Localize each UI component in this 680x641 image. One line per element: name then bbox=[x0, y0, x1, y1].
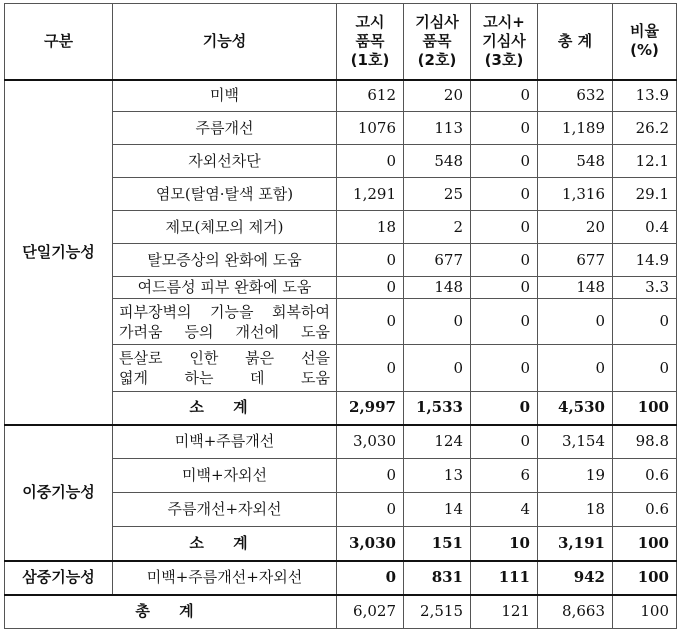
category-single: 단일기능성 bbox=[5, 80, 113, 425]
cell-total: 19 bbox=[538, 459, 613, 493]
function-name-line1: 튼살로 인한 붉은 선을 bbox=[119, 349, 330, 367]
cell-c1: 6,027 bbox=[337, 595, 404, 629]
header-col2-line1: 기심사 bbox=[415, 12, 459, 31]
cell-ratio: 29.1 bbox=[613, 178, 677, 211]
cell-c1: 0 bbox=[337, 561, 404, 595]
cell-c1: 0 bbox=[337, 299, 404, 345]
cell-ratio: 100 bbox=[613, 561, 677, 595]
cell-c1: 0 bbox=[337, 459, 404, 493]
cell-ratio: 3.3 bbox=[613, 277, 677, 299]
cell-c2: 124 bbox=[404, 425, 471, 459]
cell-c2: 2,515 bbox=[404, 595, 471, 629]
function-name-line1: 피부장벽의 기능을 회복하여 bbox=[119, 302, 330, 321]
cell-c2: 25 bbox=[404, 178, 471, 211]
cell-c2: 14 bbox=[404, 493, 471, 527]
subtotal-label: 소 계 bbox=[113, 527, 337, 561]
grand-total-label: 총 계 bbox=[5, 595, 337, 629]
cell-c1: 0 bbox=[337, 277, 404, 299]
cell-total: 148 bbox=[538, 277, 613, 299]
cell-ratio: 13.9 bbox=[613, 80, 677, 112]
cell-c3: 4 bbox=[471, 493, 538, 527]
cell-c3: 0 bbox=[471, 277, 538, 299]
cell-total: 20 bbox=[538, 211, 613, 244]
cell-total: 0 bbox=[538, 299, 613, 345]
cell-c2: 0 bbox=[404, 299, 471, 345]
cell-c3: 6 bbox=[471, 459, 538, 493]
function-name: 여드름성 피부 완화에 도움 bbox=[113, 277, 337, 299]
cell-c2: 113 bbox=[404, 112, 471, 145]
header-function: 기능성 bbox=[113, 4, 337, 80]
cell-c3: 0 bbox=[471, 299, 538, 345]
cell-ratio: 14.9 bbox=[613, 244, 677, 277]
cell-c1: 0 bbox=[337, 493, 404, 527]
cell-c3: 111 bbox=[471, 561, 538, 595]
cell-c3: 0 bbox=[471, 345, 538, 392]
cell-c1: 1076 bbox=[337, 112, 404, 145]
cell-total: 548 bbox=[538, 145, 613, 178]
cell-total: 4,530 bbox=[538, 392, 613, 425]
cell-c1: 612 bbox=[337, 80, 404, 112]
functional-cosmetics-table bbox=[4, 3, 677, 629]
header-col3-line3: (3호) bbox=[484, 50, 524, 69]
cell-c1: 3,030 bbox=[337, 425, 404, 459]
category-triple: 삼중기능성 bbox=[5, 561, 113, 595]
cell-ratio: 0.6 bbox=[613, 459, 677, 493]
cell-ratio: 100 bbox=[613, 392, 677, 425]
header-col1-line2: 품목 bbox=[355, 31, 385, 50]
header-reviewed-items bbox=[404, 4, 471, 80]
function-name: 염모(탈염·탈색 포함) bbox=[113, 178, 337, 211]
function-name: 미백 bbox=[113, 80, 337, 112]
cell-total: 18 bbox=[538, 493, 613, 527]
header-row bbox=[5, 4, 677, 80]
cell-c3: 10 bbox=[471, 527, 538, 561]
cell-total: 942 bbox=[538, 561, 613, 595]
category-dual: 이중기능성 bbox=[5, 425, 113, 561]
cell-c3: 0 bbox=[471, 392, 538, 425]
cell-c1: 0 bbox=[337, 145, 404, 178]
cell-c3: 0 bbox=[471, 145, 538, 178]
cell-ratio: 0.4 bbox=[613, 211, 677, 244]
cell-total: 3,191 bbox=[538, 527, 613, 561]
header-col3-line2: 기심사 bbox=[482, 31, 526, 50]
cell-total: 0 bbox=[538, 345, 613, 392]
cell-ratio: 26.2 bbox=[613, 112, 677, 145]
header-col3-line1: 고시+ bbox=[483, 12, 525, 31]
cell-c2: 677 bbox=[404, 244, 471, 277]
cell-ratio: 100 bbox=[613, 527, 677, 561]
header-col1-line1: 고시 bbox=[355, 12, 385, 31]
function-name: 탈모증상의 완화에 도움 bbox=[113, 244, 337, 277]
cell-total: 1,189 bbox=[538, 112, 613, 145]
function-name: 주름개선 bbox=[113, 112, 337, 145]
cell-c2: 13 bbox=[404, 459, 471, 493]
header-ratio-line1: 비율 bbox=[630, 22, 659, 41]
cell-total: 8,663 bbox=[538, 595, 613, 629]
cell-c3: 0 bbox=[471, 244, 538, 277]
cell-total: 632 bbox=[538, 80, 613, 112]
header-total: 총 계 bbox=[538, 4, 613, 80]
header-category: 구분 bbox=[5, 4, 113, 80]
cell-c3: 121 bbox=[471, 595, 538, 629]
cell-c3: 0 bbox=[471, 425, 538, 459]
cell-c2: 20 bbox=[404, 80, 471, 112]
function-name: 자외선차단 bbox=[113, 145, 337, 178]
function-name: 미백+주름개선+자외선 bbox=[113, 561, 337, 595]
header-notified-items bbox=[337, 4, 404, 80]
grand-total-row bbox=[5, 595, 677, 629]
cell-ratio: 0.6 bbox=[613, 493, 677, 527]
function-name bbox=[113, 299, 337, 345]
table-row bbox=[5, 425, 677, 459]
cell-total: 677 bbox=[538, 244, 613, 277]
cell-c2: 548 bbox=[404, 145, 471, 178]
function-name: 미백+자외선 bbox=[113, 459, 337, 493]
cell-c1: 0 bbox=[337, 244, 404, 277]
cell-c2: 148 bbox=[404, 277, 471, 299]
header-col2-line3: (2호) bbox=[417, 50, 457, 69]
header-ratio-line2: (%) bbox=[630, 41, 659, 60]
function-name-line2: 엷게 하는 데 도움 bbox=[119, 369, 330, 387]
cell-c1: 2,997 bbox=[337, 392, 404, 425]
cell-c3: 0 bbox=[471, 112, 538, 145]
cell-ratio: 100 bbox=[613, 595, 677, 629]
table-row bbox=[5, 561, 677, 595]
cell-total: 3,154 bbox=[538, 425, 613, 459]
cell-c3: 0 bbox=[471, 178, 538, 211]
cell-c1: 18 bbox=[337, 211, 404, 244]
cell-c2: 1,533 bbox=[404, 392, 471, 425]
subtotal-label: 소 계 bbox=[113, 392, 337, 425]
cell-c2: 2 bbox=[404, 211, 471, 244]
function-name-line2: 가려움 등의 개선에 도움 bbox=[119, 322, 330, 341]
cell-ratio: 98.8 bbox=[613, 425, 677, 459]
cell-ratio: 12.1 bbox=[613, 145, 677, 178]
cell-c3: 0 bbox=[471, 80, 538, 112]
cell-c2: 831 bbox=[404, 561, 471, 595]
cell-c1: 0 bbox=[337, 345, 404, 392]
function-name: 미백+주름개선 bbox=[113, 425, 337, 459]
cell-ratio: 0 bbox=[613, 345, 677, 392]
function-name: 주름개선+자외선 bbox=[113, 493, 337, 527]
table-row bbox=[5, 80, 677, 112]
header-ratio bbox=[613, 4, 677, 80]
cell-ratio: 0 bbox=[613, 299, 677, 345]
cell-c1: 3,030 bbox=[337, 527, 404, 561]
header-combined-items bbox=[471, 4, 538, 80]
cell-total: 1,316 bbox=[538, 178, 613, 211]
header-col2-line2: 품목 bbox=[422, 31, 452, 50]
cell-c3: 0 bbox=[471, 211, 538, 244]
cell-c2: 0 bbox=[404, 345, 471, 392]
header-col1-line3: (1호) bbox=[350, 50, 390, 69]
function-name: 제모(체모의 제거) bbox=[113, 211, 337, 244]
cell-c1: 1,291 bbox=[337, 178, 404, 211]
cell-c2: 151 bbox=[404, 527, 471, 561]
function-name bbox=[113, 345, 337, 392]
